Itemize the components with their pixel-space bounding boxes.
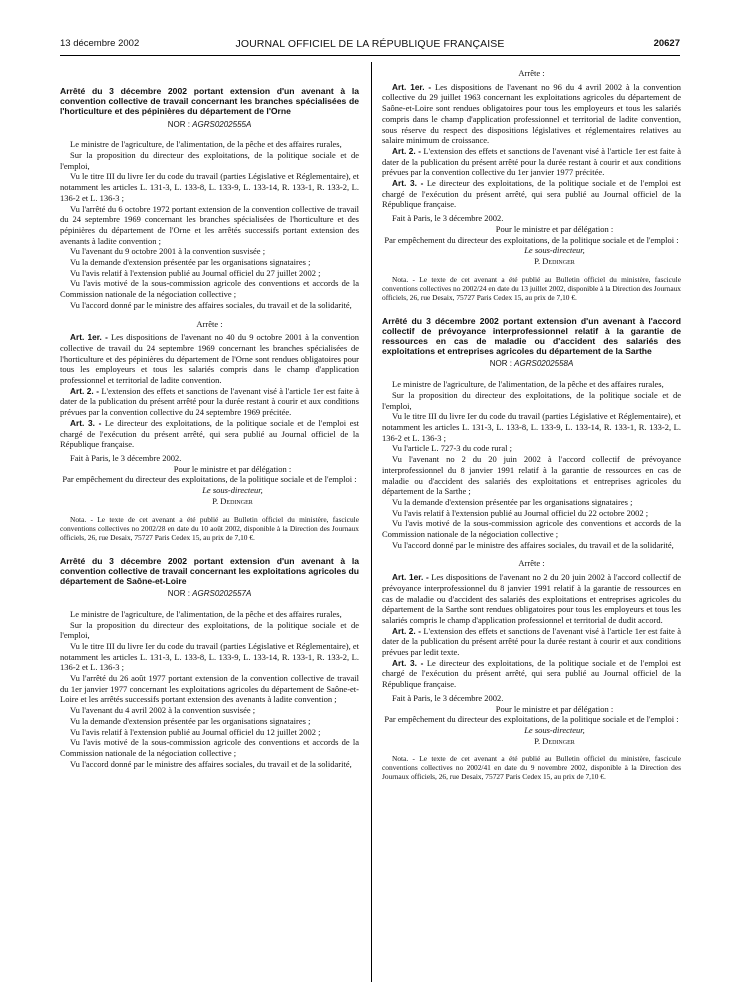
article-2 (382, 146, 681, 178)
paragraph: Vu la demande d'extension présentée par les organisations signataires ; (392, 496, 633, 507)
decree-3-title: Arrêté du 3 décembre 2002 portant extension d'un avenant à l'accord collectif de prévoyance interprofessionnel relatif à la garantie de ressources en cas de maladie ou d'accident des salariés des exploitations et entreprises agricoles du département de la Sarthe (382, 315, 681, 357)
signature-line: Par empêchement du directeur des exploitations, de la politique sociale et de l'emploi : (384, 234, 679, 245)
paragraph: Vu l'arrêté du 6 octobre 1972 portant extension de la convention collective de travail du 24 septembre 1969 concernant les branches spécialisées de l'horticulture et des pépinières du département de l'Orne et les arrêtés successifs portant extension des avenants à ladite convention ; (60, 203, 359, 246)
article-label: Art. 2. - (70, 385, 100, 396)
signature-line: Pour le ministre et par délégation : (495, 223, 614, 234)
article-1 (60, 332, 359, 386)
decree-3-nor (382, 359, 681, 370)
paragraph: Sur la proposition du directeur des exploitations, de la politique sociale et de l'emploi, (382, 389, 681, 411)
decree-2-title: Arrêté du 3 décembre 2002 portant extension d'un avenant à la convention collective de travail concernant les exploitations agricoles du département de Saône-et-Loire (60, 555, 359, 586)
arrete-heading: Arrête : (196, 318, 223, 329)
paragraph: Vu le titre III du livre Ier du code du travail (parties Législative et Réglementaire), et notamment les articles L. 131-3, L. 133-8, L. 133-9, L. 133-14, R. 133-1, R. 133-2, L. 136-2 et L. 136-3 ; (60, 640, 359, 673)
paragraph: Le ministre de l'agriculture, de l'alimentation, de la pêche et des affaires rurales, (70, 608, 342, 619)
signatory-name: P. Dedinger (534, 255, 575, 266)
nor-code: AGRS0202555A (192, 119, 252, 129)
article-text: Le directeur des exploitations, de la politique sociale et de l'emploi est chargé de l'exécution du présent arrêté, qui sera publié au Journal officiel de la République française. (382, 178, 682, 210)
article-1 (382, 572, 681, 626)
paragraph: Vu l'avenant du 4 avril 2002 à la convention susvisée ; (70, 705, 256, 716)
header-date: 13 décembre 2002 (60, 38, 140, 49)
article-3 (382, 178, 681, 210)
paragraph: Vu le titre III du livre Ier du code du travail (parties Législative et Réglementaire), et notamment les articles L. 131-3, L. 133-8, L. 133-9, L. 133-14, R. 133-1, R. 133-2, L. 136-2 et L. 136-3 ; (60, 171, 359, 203)
paragraph: Vu l'arrêté du 26 août 1977 portant extension de la convention collective de travail du 1er janvier 1977 concernant les exploitations agricoles du département de Saône-et-Loire et les arrêtés successifs portant extension des avenants à ladite convention ; (60, 673, 359, 705)
decree-2-note: Nota. - Le texte de cet avenant a été publié au Bulletin officiel du ministère, fascicule conventions collectives no 2002/24 en date du 13 juillet 2002, disponible à la Direction des Journaux officiels, 26, rue Desaix, 75727 Paris Cedex 15, au prix de 7,10 €. (382, 274, 681, 302)
paragraph: Vu l'avenant no 2 du 20 juin 2002 à l'accord collectif de prévoyance interprofessionnel du 8 janvier 1991 relatif à la garantie de ressources en cas de maladie ou d'accident des salariés des exploitations et entreprises agricoles du département de la Sarthe ; (382, 454, 681, 497)
paragraph: Vu l'accord donné par le ministre des affaires sociales, du travail et de la solidarité, (392, 539, 674, 550)
signature-title (382, 725, 681, 736)
article-text: Le directeur des exploitations, de la politique sociale et de l'emploi est chargé de l'exécution du présent arrêté, qui sera publié au Journal officiel de la République française. (382, 657, 682, 690)
article-label: Art. 3. - (70, 417, 102, 428)
article-1 (382, 82, 681, 146)
signature-date: Fait à Paris, le 3 décembre 2002. (70, 453, 182, 463)
signatory-name: P. Dedinger (534, 735, 575, 746)
right-column (382, 60, 681, 781)
decree-2-nor (60, 589, 359, 600)
article-label: Art. 1er. - (70, 332, 108, 343)
paragraph: Le ministre de l'agriculture, de l'alimentation, de la pêche et des affaires rurales, (392, 379, 664, 390)
signature-role: Le sous-directeur, (202, 485, 263, 496)
article-text: L'extension des effets et sanctions de l'avenant visé à l'article 1er est faite à dater de la publication du présent arrêté pour la durée restant à courir et aux conditions prévues par la convention collective du 1er janvier 1977 précitée. (382, 145, 681, 178)
article-2 (60, 386, 359, 418)
article-label: Art. 2. - (392, 625, 422, 636)
article-3 (60, 418, 359, 450)
article-text: Les dispositions de l'avenant no 2 du 20 juin 2002 à l'accord collectif de prévoyance interprofessionnel du 8 janvier 1991 relatif à la garantie de ressources en cas de maladie ou d'accident des salariés des exploitations et entreprises agricoles du département de la Sarthe sont rendues obligatoires pour tous les employeurs et tous les salariés compris le champ d'application professionnel et territorial de dudit accord. (382, 572, 681, 625)
nor-label: NOR : (489, 359, 512, 369)
article-label: Art. 3. - (392, 657, 424, 668)
signature-line: Pour le ministre et par délégation : (495, 703, 614, 714)
signature-line: Par empêchement du directeur des exploitations, de la politique sociale et de l'emploi : (384, 714, 679, 725)
left-column (60, 60, 359, 769)
signature-line: Par empêchement du directeur des exploitations, de la politique sociale et de l'emploi : (62, 474, 357, 485)
article-label: Art. 1er. - (392, 572, 429, 583)
decree-1-note: Nota. - Le texte de cet avenant a été publié au Bulletin officiel du ministère, fascicule conventions collectives no 2002/28 en date du 10 août 2002, disponible à la Direction des Journaux officiels, 26, rue Desaix, 75727 Paris Cedex 15, au prix de 7,10 €. (60, 514, 359, 542)
paragraph: Sur la proposition du directeur des exploitations, de la politique sociale et de l'emploi, (60, 619, 359, 641)
article-label: Art. 1er. - (392, 81, 432, 92)
arrete-heading: Arrête : (518, 68, 545, 78)
paragraph: Vu l'avis motivé de la sous-commission agricole des conventions et accords de la Commission nationale de la négociation collective ; (60, 737, 359, 758)
signature-role: Le sous-directeur, (524, 724, 585, 735)
column-divider (371, 62, 372, 982)
paragraph: Vu l'avis relatif à l'extension publié au Journal officiel du 12 juillet 2002 ; (70, 726, 321, 737)
header-rule (60, 55, 680, 56)
paragraph: Vu l'avenant du 9 octobre 2001 à la convention susvisée ; (70, 246, 266, 257)
article-text: Les dispositions de l'avenant no 40 du 9 octobre 2001 à la convention collective de travail du 24 septembre 1969 concernant les branches spécialisées de l'horticulture et des pépinières du département de l'Orne sont rendues obligatoires pour tous les employeurs et tous les salariés compris dans le champ d'application professionnel et territorial de ladite convention. (60, 332, 360, 386)
paragraph: Vu l'avis motivé de la sous-commission agricole des conventions et accords de la Commission nationale de la négociation collective ; (60, 278, 359, 300)
article-text: Le directeur des exploitations, de la politique sociale et de l'emploi est chargé de l'exécution du présent arrêté, qui sera publié au Journal officiel de la République française. (60, 417, 360, 450)
signature-date: Fait à Paris, le 3 décembre 2002. (392, 692, 504, 703)
page-number: 20627 (653, 38, 680, 49)
paragraph: Sur la proposition du directeur des exploitations, de la politique sociale et de l'emploi, (60, 150, 359, 171)
signatory-name: P. Dedinger (212, 495, 253, 506)
signature-role: Le sous-directeur, (524, 245, 585, 256)
arrete-heading: Arrête : (518, 558, 545, 569)
paragraph: Vu la demande d'extension présentée par les organisations signataires ; (70, 715, 311, 726)
paragraph: Vu l'avis relatif à l'extension publié au Journal officiel du 27 juillet 2002 ; (70, 267, 321, 278)
paragraph: Vu l'accord donné par le ministre des affaires sociales, du travail et de la solidarité, (70, 299, 352, 310)
decree-1-title: Arrêté du 3 décembre 2002 portant extension d'un avenant à la convention collective de travail concernant les branches spécialisées de l'horticulture et des pépinières du département de l'Orne (60, 86, 359, 117)
article-2 (382, 626, 681, 658)
article-text: L'extension des effets et sanctions de l'avenant visé à l'article 1er est faite à dater de la publication du présent arrêté pour la durée restant à courir et aux conditions prévues par ledit texte. (382, 625, 681, 658)
signature-line: Pour le ministre et par délégation : (173, 463, 292, 474)
signature-title (382, 245, 681, 256)
paragraph: Le ministre de l'agriculture, de l'alimentation, de la pêche et des affaires rurales, (70, 139, 342, 150)
signature-title (60, 485, 359, 496)
paragraph: Vu l'article L. 727-3 du code rural ; (392, 443, 512, 454)
journal-title: JOURNAL OFFICIEL DE LA RÉPUBLIQUE FRANÇAISE (235, 38, 505, 50)
paragraph: Vu l'avis relatif à l'extension publié au Journal officiel du 22 octobre 2002 ; (392, 507, 649, 518)
decree-1-nor (60, 120, 359, 131)
nor-label: NOR : (167, 119, 190, 129)
nor-label: NOR : (167, 589, 190, 599)
paragraph: Vu l'accord donné par le ministre des affaires sociales, du travail et de la solidarité, (70, 758, 352, 769)
paragraph: Vu l'avis motivé de la sous-commission agricole des conventions et accords de la Commission nationale de la négociation collective ; (382, 518, 681, 540)
article-label: Art. 3. - (392, 178, 424, 189)
decree-3-note: Nota. - Le texte de cet avenant a été publié au Bulletin officiel du ministère, fascicule conventions collectives no 2002/41 en date du 9 novembre 2002, disponible à la Direction des Journaux officiels, 26, rue Desaix, 75727 Paris Cedex 15, au prix de 7,10 €. (382, 754, 681, 782)
nor-code: AGRS0202558A (514, 359, 574, 369)
article-text: L'extension des effets et sanctions de l'avenant visé à l'article 1er est faite à dater de la publication du présent arrêté pour la durée restant à courir et aux conditions prévues par la convention collective du 24 septembre 1969 précitée. (60, 385, 359, 418)
paragraph: Vu la demande d'extension présentée par les organisations signataires ; (70, 257, 311, 268)
nor-code: AGRS0202557A (192, 589, 252, 599)
article-text: Les dispositions de l'avenant no 96 du 4 avril 2002 à la convention collective du 29 juillet 1963 concernant les exploitations agricoles du département de Saône-et-Loire sont rendues obligatoires pour tous les employeurs et tous les salariés compris dans le champ d'application professionnel et territorial de ladite convention, sous réserve du respect des dispositions législatives et réglementaires relatives au salaire minimum de croissance. (382, 81, 682, 146)
article-3 (382, 658, 681, 690)
page-header (60, 38, 680, 52)
article-label: Art. 2. - (392, 145, 422, 156)
paragraph: Vu le titre III du livre Ier du code du travail (parties Législative et Réglementaire), et notamment les articles L. 131-3, L. 133-8, L. 133-9, L. 133-14, R. 133-1, R. 133-2, L. 136-2 et L. 136-3 ; (382, 411, 681, 443)
signature-date: Fait à Paris, le 3 décembre 2002. (392, 213, 504, 224)
